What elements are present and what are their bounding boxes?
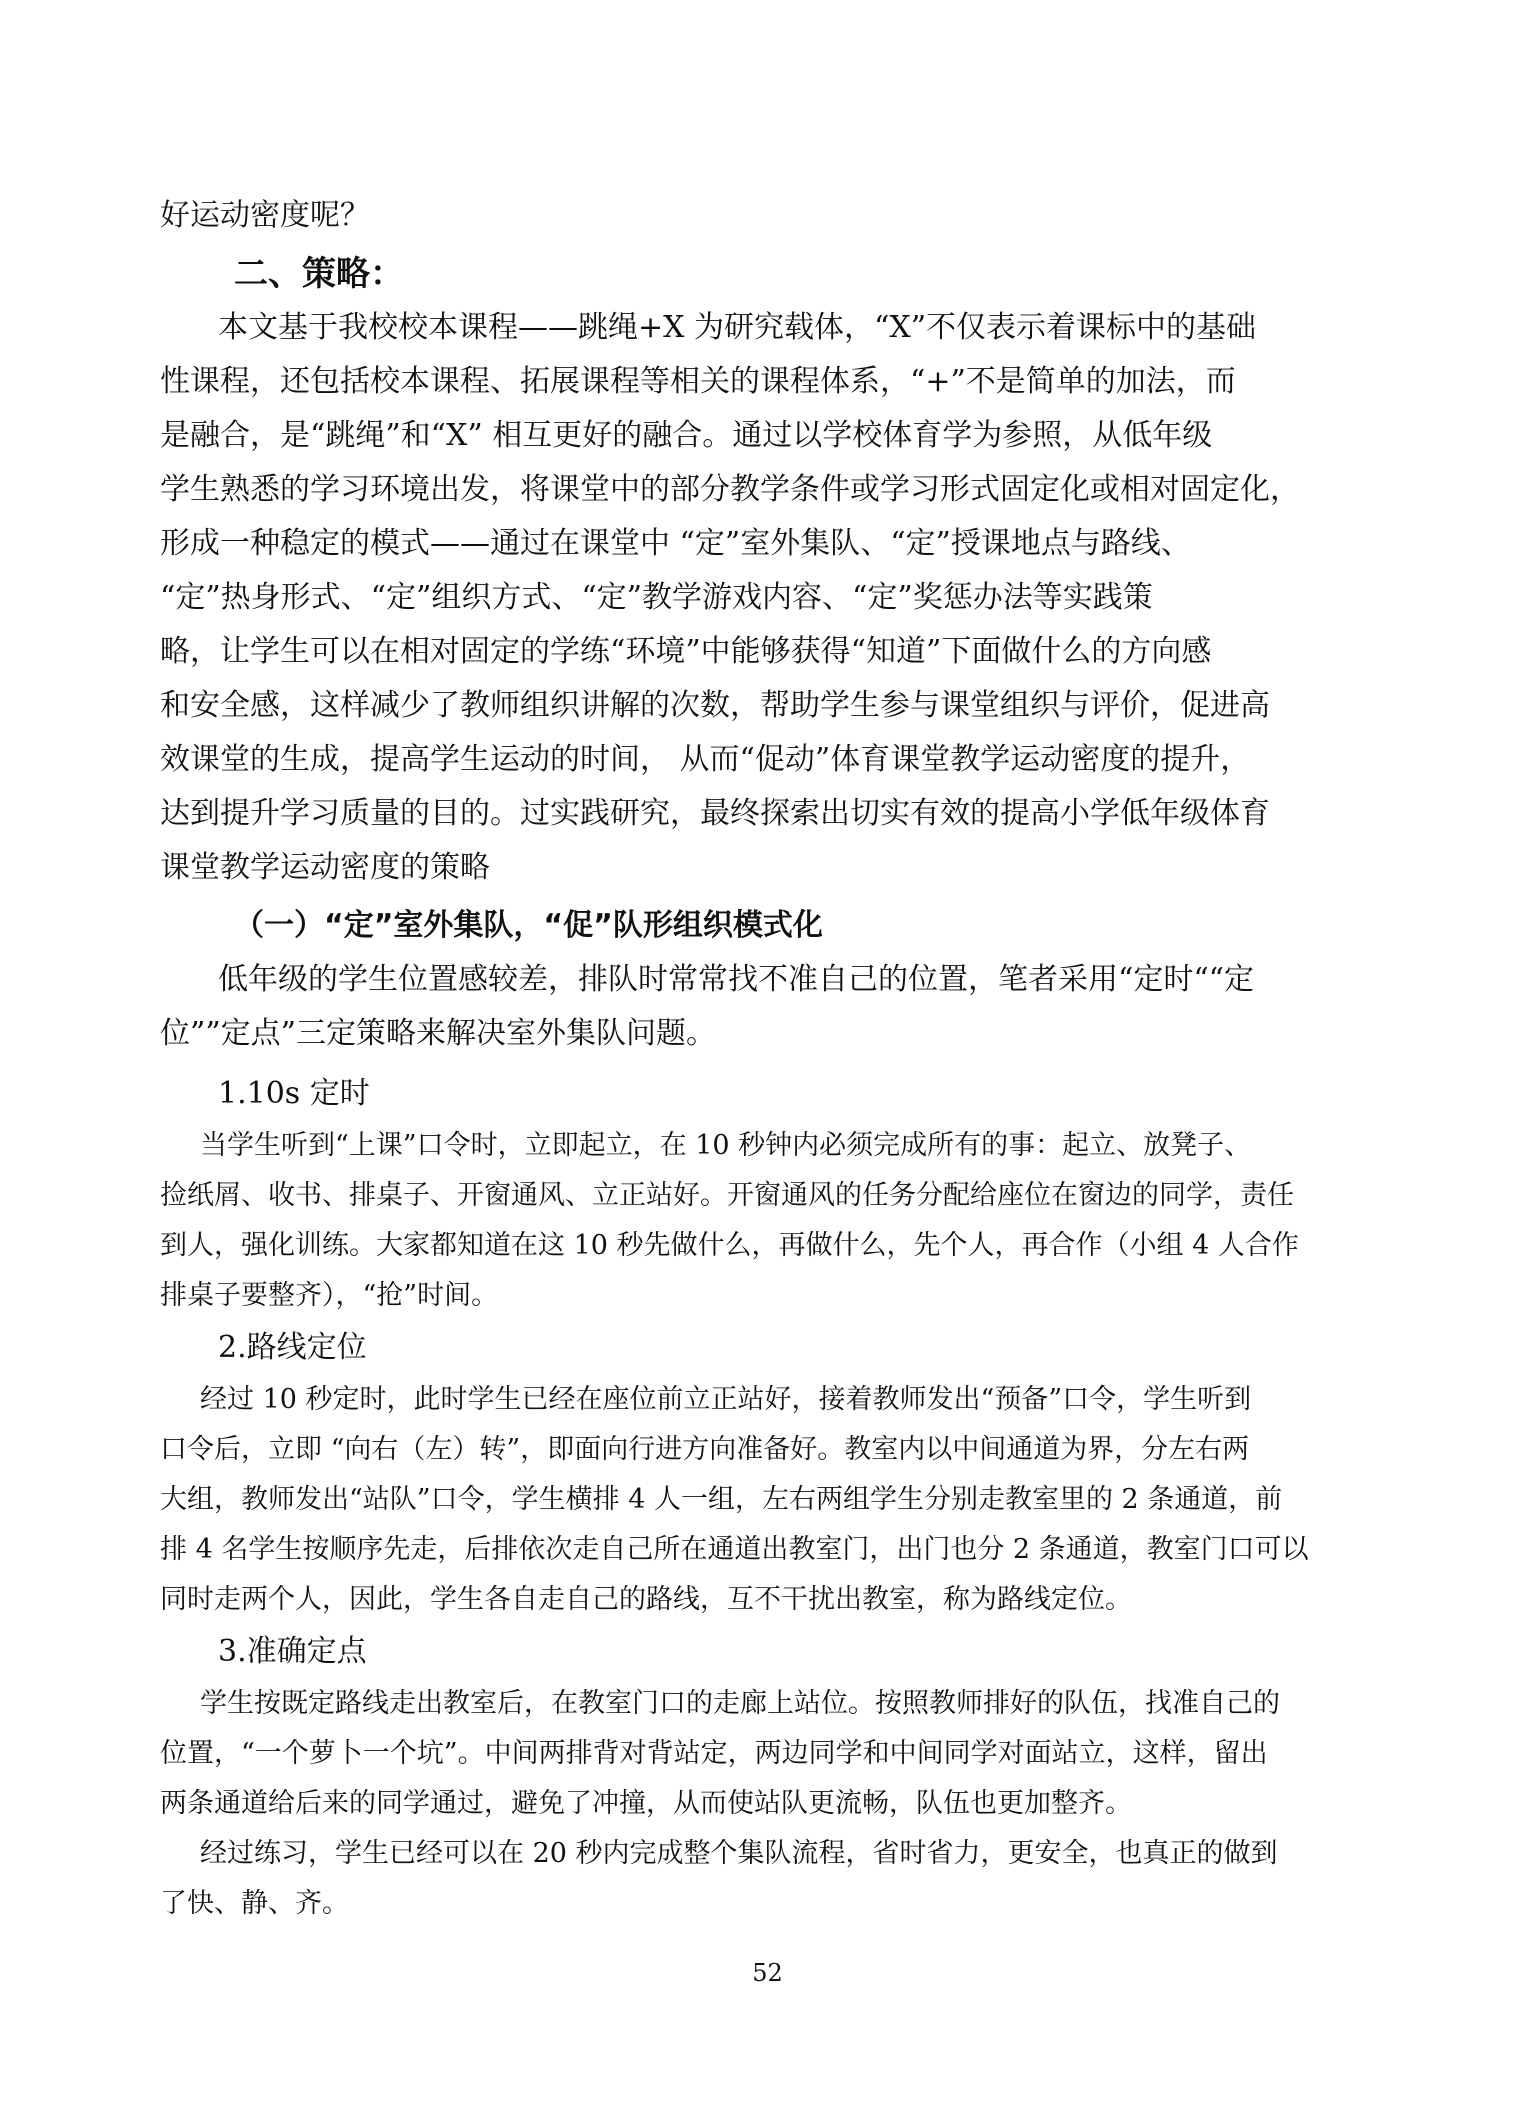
paragraph-line: “定”热身形式、“定”组织方式、“定”教学游戏内容、“定”奖惩办法等实践策 [160,580,1153,615]
paragraph-line: 性课程，还包括校本课程、拓展课程等相关的课程体系，“+”不是简单的加法，而 [160,364,1236,399]
paragraph-line: 课堂教学运动密度的策略 [160,850,490,885]
paragraph-line: 排桌子要整齐），“抢”时间。 [160,1280,499,1311]
subsection-heading-outdoor-assembly: （一）“定”室外集队，“促”队形组织模式化 [234,908,823,943]
paragraph-line: 低年级的学生位置感较差，排队时常常找不准自己的位置，笔者采用“定时““定 [218,962,1255,997]
item-heading-timing: 1.10s 定时 [218,1076,370,1111]
paragraph-line: 口令后，立即 “向右（左）转”，即面向行进方向准备好。教室内以中间通道为界，分左右两 [160,1434,1250,1465]
paragraph-line: 略，让学生可以在相对固定的学练“环境”中能够获得“知道”下面做什么的方向感 [160,634,1212,669]
paragraph-line: 学生按既定路线走出教室后，在教室门口的走廊上站位。按照教师排好的队伍，找准自己的 [200,1688,1280,1719]
page-number: 52 [752,1959,783,1987]
paragraph-line: 到人，强化训练。大家都知道在这 10 秒先做什么，再做什么，先个人，再合作（小组 4 人合作 [160,1230,1299,1261]
paragraph-line: 经过 10 秒定时，此时学生已经在座位前立正站好，接着教师发出“预备”口令，学生听到 [200,1384,1252,1415]
paragraph-line: 形成一种稳定的模式——通过在课堂中 “定”室外集队、“定”授课地点与路线、 [160,526,1191,561]
paragraph-line: 了快、静、齐。 [160,1888,349,1919]
paragraph-line: 位置，“一个萝卜一个坑”。中间两排背对背站定，两边同学和中间同学对面站立，这样，留出 [160,1738,1268,1769]
paragraph-line: 效课堂的生成，提高学生运动的时间， 从而“促动”体育课堂教学运动密度的提升， [160,742,1251,777]
paragraph-line: 排 4 名学生按顺序先走，后排依次走自己所在通道出教室门，出门也分 2 条通道，教室门口可以 [160,1534,1309,1565]
paragraph-line: 当学生听到“上课”口令时，立即起立，在 10 秒钟内必须完成所有的事：起立、放凳子、 [200,1130,1252,1161]
carry-over-text: 好运动密度呢？ [160,198,370,233]
paragraph-line: 和安全感，这样减少了教师组织讲解的次数，帮助学生参与课堂组织与评价，促进高 [160,688,1270,723]
paragraph-line: 位””定点”三定策略来解决室外集队问题。 [160,1016,717,1051]
section-heading-strategy: 二、策略： [234,254,404,294]
paragraph-line: 经过练习，学生已经可以在 20 秒内完成整个集队流程，省时省力，更安全，也真正的做到 [200,1838,1278,1869]
paragraph-line: 是融合，是“跳绳”和“X” 相互更好的融合。通过以学校体育学为参照，从低年级 [160,418,1213,453]
paragraph-line: 达到提升学习质量的目的。过实践研究，最终探索出切实有效的提高小学低年级体育 [160,796,1270,831]
paragraph-line: 大组，教师发出“站队”口令，学生横排 4 人一组，左右两组学生分别走教室里的 2 条通道，前 [160,1484,1283,1515]
paragraph-line: 两条通道给后来的同学通过，避免了冲撞，从而使站队更流畅，队伍也更加整齐。 [160,1788,1132,1819]
paragraph-line: 捡纸屑、收书、排桌子、开窗通风、立正站好。开窗通风的任务分配给座位在窗边的同学，责任 [160,1180,1294,1211]
paragraph-line: 本文基于我校校本课程——跳绳+X 为研究载体，“X”不仅表示着课标中的基础 [218,310,1257,345]
item-heading-route: 2.路线定位 [218,1330,367,1365]
paragraph-line: 学生熟悉的学习环境出发，将课堂中的部分教学条件或学习形式固定化或相对固定化， [160,472,1300,507]
paragraph-line: 同时走两个人，因此，学生各自走自己的路线，互不干扰出教室，称为路线定位。 [160,1584,1132,1615]
item-heading-point: 3.准确定点 [218,1634,367,1669]
